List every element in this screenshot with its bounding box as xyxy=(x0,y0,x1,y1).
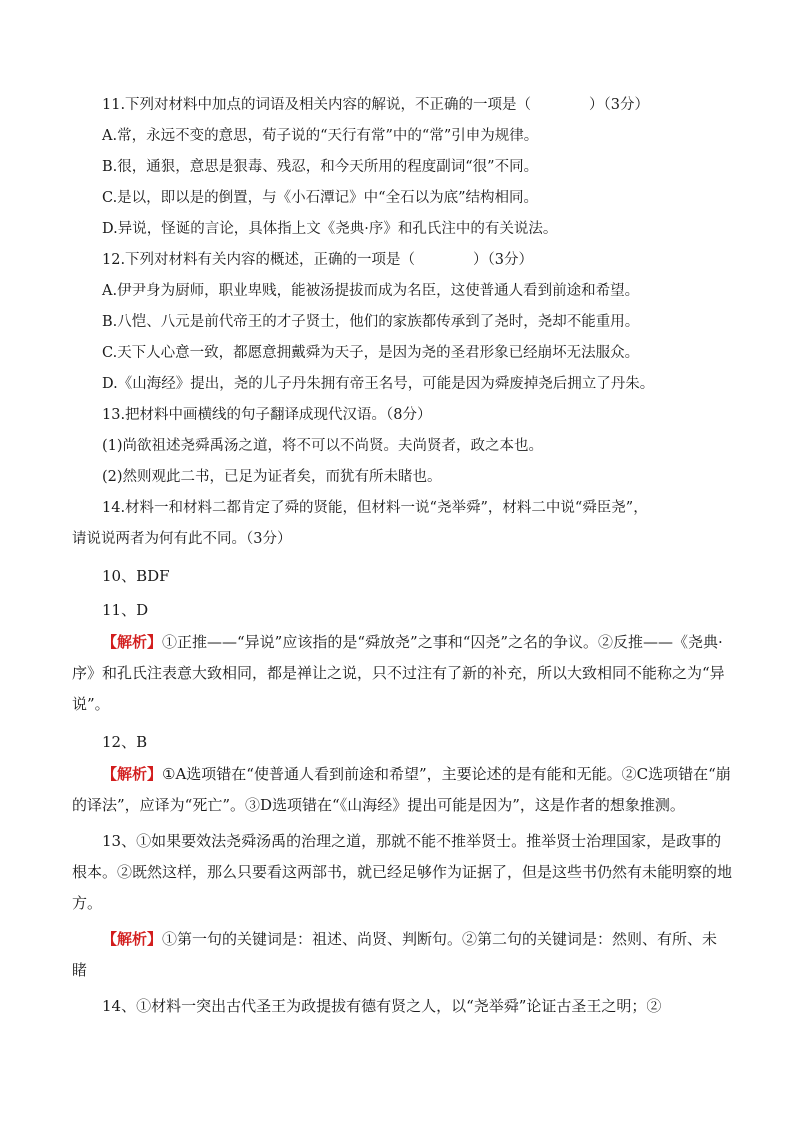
answer-10: 10、BDF xyxy=(102,567,170,585)
question-14-stem-line1: 14.材料一和材料二都肯定了舜的贤能，但材料一说“尧举舜”，材料二中说“舜臣尧”， xyxy=(102,500,648,516)
question-12-option-a: A.伊尹身为厨师，职业卑贱，能被汤提拔而成为名臣，这使普通人看到前途和希望。 xyxy=(102,283,640,299)
analysis-text: ①A选项错在“使普通人看到前途和希望”，主要论述的是有能和无能。②C选项错在“崩的译法”，应译为“死亡”。③D选项错在“《山海经》提出可能是因为”，这是作者的想象推测。 xyxy=(72,765,731,814)
question-13-item-1: (1)尚欲祖述尧舜禹汤之道，将不可以不尚贤。夫尚贤者，政之本也。 xyxy=(102,438,544,454)
analysis-tag: 【解析】 xyxy=(102,930,163,948)
answer-section xyxy=(72,559,732,1022)
question-11-option-a: A.常，永远不变的意思，荀子说的“天行有常”中的“常”引申为规律。 xyxy=(102,128,539,144)
question-11-option-d: D.异说，怪诞的言论，具体指上文《尧典·序》和孔氏注中的有关说法。 xyxy=(102,221,558,237)
question-11-option-c: C.是以，即以是的倒置，与《小石潭记》中“全石以为底”结构相同。 xyxy=(102,190,539,206)
answer-11: 11、D xyxy=(102,601,149,619)
analysis-tag: 【解析】 xyxy=(102,633,163,651)
question-11-option-b: B.很，通狠，意思是狠毒、残忍，和今天所用的程度副词“很”不同。 xyxy=(102,159,539,175)
question-14-stem-line2: 请说说两者为何有此不同。（3分） xyxy=(72,531,292,547)
document-content xyxy=(72,90,732,1024)
answer-12: 12、B xyxy=(102,733,148,751)
answer-14: 14、①材料一突出古代圣王为政提拔有德有贤之人，以“尧举舜”论证古圣王之明；② xyxy=(102,997,662,1015)
question-12-option-c: C.天下人心意一致，都愿意拥戴舜为天子，是因为尧的圣君形象已经崩坏无法服众。 xyxy=(102,345,640,361)
analysis-text: ①正推——“异说”应该指的是“舜放尧”之事和“囚尧”之名的争议。②反推——《尧典·序》和孔氏注表意大致相同，都是禅让之说，只不过注有了新的补充，所以大致相同不能称之为“异说”。 xyxy=(72,633,725,713)
question-13-item-2: (2)然则观此二书，已足为证者矣，而犹有所未睹也。 xyxy=(102,469,442,485)
answer-13: 13、①如果要效法尧舜汤禹的治理之道，那就不能不推举贤士。推举贤士治理国家，是政事的根本。②既然这样，那么只要看这两部书，就已经足够作为证据了，但是这些书仍然有未能明察的地方。 xyxy=(72,832,733,912)
question-13-stem: 13.把材料中画横线的句子翻译成现代汉语。（8分） xyxy=(102,407,432,423)
answer-11-analysis xyxy=(72,627,732,720)
answer-12-analysis xyxy=(72,759,732,821)
analysis-tag: 【解析】 xyxy=(102,765,163,783)
question-12-option-d: D.《山海经》提出，尧的儿子丹朱拥有帝王名号，可能是因为舜废掉尧后拥立了丹朱。 xyxy=(102,376,655,392)
question-12-stem: 12.下列对材料有关内容的概述，正确的一项是（ ）（3分） xyxy=(102,252,534,268)
question-12-option-b: B.八恺、八元是前代帝王的才子贤士，他们的家族都传承到了尧时，尧却不能重用。 xyxy=(102,314,640,330)
analysis-text: ①第一句的关键词是：祖述、尚贤、判断句。②第二句的关键词是：然则、有所、未睹 xyxy=(72,930,718,979)
answer-13-analysis xyxy=(72,924,732,986)
question-11-stem: 11.下列对材料中加点的词语及相关内容的解说，不正确的一项是（ ）（3分） xyxy=(102,97,650,113)
